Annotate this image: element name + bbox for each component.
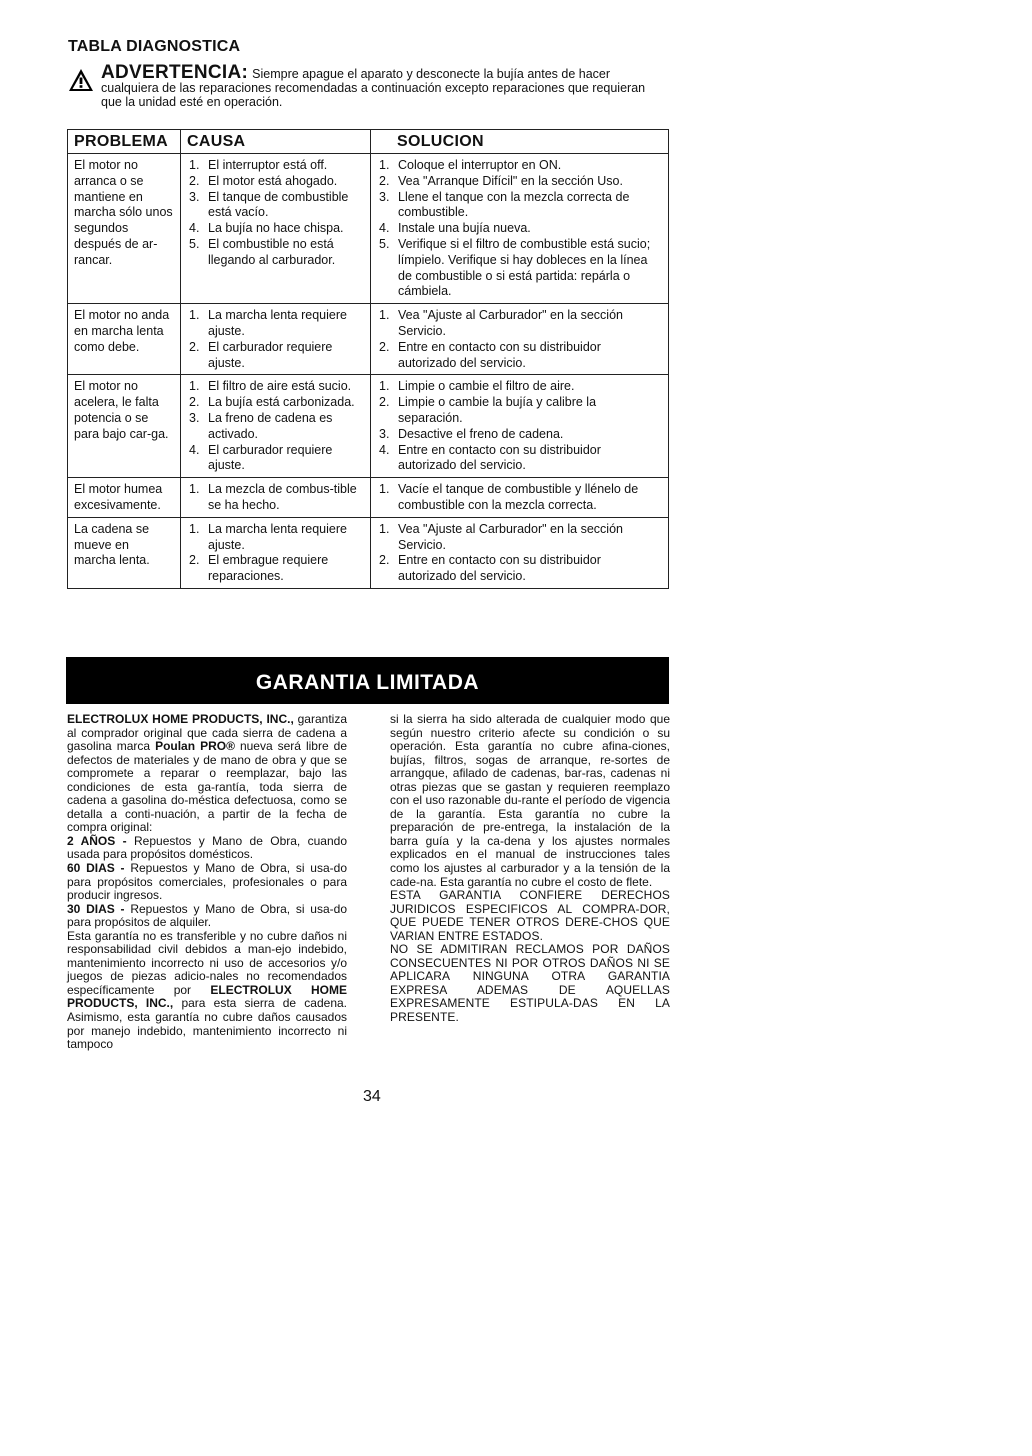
term-2-label: 60 DIAS - xyxy=(67,861,125,876)
warning-triangle-icon xyxy=(68,68,94,92)
cause-item: 2. La bujía está carbonizada. xyxy=(189,395,355,410)
solution-list xyxy=(377,308,662,371)
cause-list xyxy=(187,522,364,585)
cause-item: 1. La marcha lenta requiere ajuste. xyxy=(189,521,347,552)
table-row xyxy=(68,478,669,518)
solution-list xyxy=(377,379,662,474)
solution-item: 5. Verifique si el filtro de combustible está sucio; límpielo. Verifique si hay dobleces en la línea de combustible o si está partida: repárla o cámbiela. xyxy=(379,236,651,299)
solution-cell xyxy=(371,478,669,518)
solution-item: 4. Entre en contacto con su distribuidor autorizado del servicio. xyxy=(379,442,601,473)
solution-cell xyxy=(371,517,669,588)
warranty-right-column xyxy=(390,713,670,1025)
solution-list xyxy=(377,158,662,300)
warranty-term-1 xyxy=(67,835,347,862)
cause-cell xyxy=(181,154,371,304)
cause-cell xyxy=(181,517,371,588)
cause-cell xyxy=(181,304,371,375)
cause-list xyxy=(187,308,364,371)
warranty-intro-text: garantiza al comprador original que cada sierra de cadena a gasolina marca xyxy=(67,712,347,754)
header-cause: CAUSA xyxy=(181,130,371,154)
solution-cell xyxy=(371,375,669,478)
solution-item: 2. Limpie o cambie la bujía y calibre la separación. xyxy=(379,395,597,425)
warning-body: Siempre apague el aparato y desconecte la bujía antes de hacer cualquiera de las reparaciones recomendadas a continuación excepto reparaciones que requieran que la unidad esté en operación. xyxy=(101,67,646,109)
solution-item: 1. Limpie o cambie el filtro de aire. xyxy=(379,379,575,394)
table-row xyxy=(68,517,669,588)
term-1-label: 2 AÑOS - xyxy=(67,833,127,848)
cause-item: 1. La mezcla de combus-tible se ha hecho. xyxy=(189,482,357,512)
diagnostic-table-body xyxy=(68,154,669,589)
solution-item: 2. Entre en contacto con su distribuidor autorizado del servicio. xyxy=(379,339,601,370)
cause-item: 1. La marcha lenta requiere ajuste. xyxy=(189,308,347,338)
diagnostic-table xyxy=(67,129,669,589)
solution-list xyxy=(377,482,662,514)
warranty-left-column xyxy=(67,713,347,1052)
cause-item: 1. El filtro de aire está sucio. xyxy=(189,379,352,394)
cause-list xyxy=(187,158,364,269)
warranty-term-2 xyxy=(67,862,347,903)
warning-text xyxy=(101,62,668,109)
problem-cell: El motor no acelera, le falta potencia o se para bajo car-ga. xyxy=(68,375,181,478)
cause-item: 4. El carburador requiere ajuste. xyxy=(189,442,333,473)
section-title: TABLA DIAGNOSTICA xyxy=(68,38,241,55)
company-name: ELECTROLUX HOME PRODUCTS, INC., xyxy=(67,712,294,726)
cause-item: 4. La bujía no hace chispa. xyxy=(189,221,344,236)
warranty-disclaimer: NO SE ADMITIRAN RECLAMOS POR DAÑOS CONSECUENTES NI POR OTROS DAÑOS NI SE APLICARA NINGUNA OTRA GARANTIA EXPRESA ADEMAS DE AQUELLAS EXPRESAMENTE ESTIPULA-DAS EN LA PRESENTE. xyxy=(390,942,670,1025)
solution-cell xyxy=(371,304,669,375)
solution-item: 4. Instale una bujía nueva. xyxy=(379,221,531,236)
warranty-term-3 xyxy=(67,903,347,930)
warranty-rights: ESTA GARANTIA CONFIERE DERECHOS JURIDICOS ESPECIFICOS AL COMPRA-DOR, QUE PUEDE TENER OTROS DERE-CHOS QUE VARIAN ENTRE ESTADOS. xyxy=(390,888,670,943)
header-solution: SOLUCION xyxy=(371,130,669,154)
term-1-text: Repuestos y Mano de Obra, cuando usada para propósitos domésticos. xyxy=(67,833,347,862)
term-2-text: Repuestos y Mano de Obra, si usa-do para propósitos comerciales, profesionales o para producir ingresos. xyxy=(67,861,347,903)
problem-cell: El motor humea excesivamente. xyxy=(68,478,181,518)
company-name-2: ELECTROLUX HOME PRODUCTS, INC., xyxy=(67,982,348,1011)
brand-name: Poulan PRO® xyxy=(155,739,235,754)
cause-item: 5. El combustible no está llegando al carburador. xyxy=(189,236,336,267)
transfer-text-cont: para esta sierra de cadena. Asimismo, esta garantía no cubre daños causados por manejo indebido, mantenimiento incorrecto ni tampoco xyxy=(67,996,348,1052)
cause-cell xyxy=(181,478,371,518)
cause-cell xyxy=(181,375,371,478)
term-3-label: 30 DIAS - xyxy=(67,901,125,916)
term-3-text: Repuestos y Mano de Obra, si usa-do para propósitos de alquiler. xyxy=(67,901,347,930)
solution-item: 1. Vacíe el tanque de combustible y llénelo de combustible con la mezcla correcta. xyxy=(379,482,639,512)
table-row xyxy=(68,154,669,304)
solution-item: 3. Desactive el freno de cadena. xyxy=(379,426,564,441)
problem-cell: El motor no anda en marcha lenta como debe. xyxy=(68,304,181,375)
warranty-exclusions: si la sierra ha sido alterada de cualquier modo que según nuestro criterio afecte su condición o su operación. Esta garantía no cubre afina-ciones, bujías, filtros, sogas de arranque, re-sortes de arrangque, afilado de cadenas, bar-ras, cadenas ni otras piezas que se gastan y requieren reemplazo con el uso razonable du-rante el período de vigencia de la garantía. Esta garantía no cubre la preparación de pre-entrega, la instalación de la barra guía y la ca-dena y los ajustes normales explicados en el manual de instrucciones tales como los ajustes al carburador y a la tensión de la cade-na. Esta garantía no cubre el costo de flete. xyxy=(390,712,670,889)
cause-item: 2. El embrague requiere reparaciones. xyxy=(189,553,329,584)
solution-item: 2. Entre en contacto con su distribuidor autorizado del servicio. xyxy=(379,553,601,584)
solution-item: 3. Llene el tanque con la mezcla correcta de combustible. xyxy=(379,189,630,220)
warranty-transfer xyxy=(67,930,347,1052)
cause-item: 2. El carburador requiere ajuste. xyxy=(189,339,333,370)
problem-cell: La cadena se mueve en marcha lenta. xyxy=(68,517,181,588)
solution-list xyxy=(377,522,662,585)
solution-item: 1. Coloque el interruptor en ON. xyxy=(379,158,562,172)
header-problem: PROBLEMA xyxy=(68,130,181,154)
problem-cell: El motor no arranca o se mantiene en marcha sólo unos segundos después de ar-rancar. xyxy=(68,154,181,304)
cause-item: 2. El motor está ahogado. xyxy=(189,173,338,188)
solution-cell xyxy=(371,154,669,304)
cause-item: 3. El tanque de combustible está vacío. xyxy=(189,189,349,220)
cause-item: 1. El interruptor está off. xyxy=(189,158,328,172)
warranty-intro-cont: nueva será libre de defectos de materiales y de mano de obra y que se compromete a reparar o reemplazar, bajo las condiciones de esta ga-rantía, toda sierra de cadena a gasolina do-méstica defectuosa, como se detalla a conti-nuación, a partir de la fecha de compra original: xyxy=(67,739,348,835)
cause-list xyxy=(187,379,364,474)
cause-item: 3. La freno de cadena es activado. xyxy=(189,410,333,441)
cause-list xyxy=(187,482,364,514)
warning-label: ADVERTENCIA: xyxy=(101,62,249,83)
warranty-banner: GARANTIA LIMITADA xyxy=(66,657,669,704)
solution-item: 1. Vea "Ajuste al Carburador" en la sección Servicio. xyxy=(379,521,623,552)
page-number: 34 xyxy=(363,1088,381,1105)
solution-item: 1. Vea "Ajuste al Carburador" en la sección Servicio. xyxy=(379,308,623,338)
table-row xyxy=(68,304,669,375)
warranty-intro xyxy=(67,713,347,835)
solution-item: 2. Vea "Arranque Difícil" en la sección Uso. xyxy=(379,173,623,188)
table-row xyxy=(68,375,669,478)
warning-block xyxy=(68,62,668,109)
transfer-text: Esta garantía no es transferible y no cubre daños ni responsabilidad civil debidos a man-ejo indebido, mantenimiento incorrecto ni uso de accesorios y/o juegos de piezas adicio-nales no recomendados específicamente por xyxy=(67,928,347,997)
